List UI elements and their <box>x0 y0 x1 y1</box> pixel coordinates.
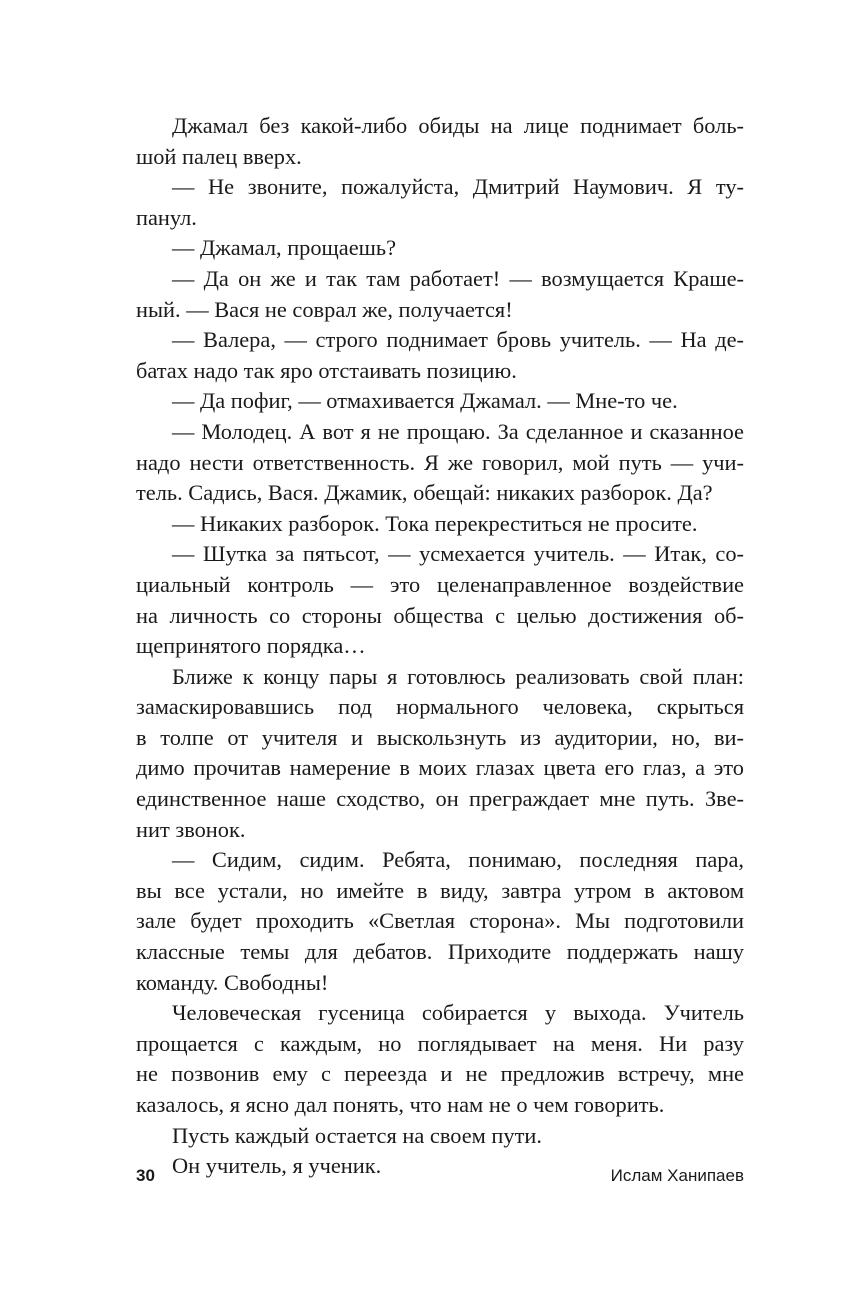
text-line: зале будет проходить «Светлая сторона». Мы подготовили <box>136 908 744 934</box>
text-line: классные темы для дебатов. Приходите поддержать нашу <box>136 939 744 965</box>
text-line: команду. Свободны! <box>136 969 329 995</box>
text-line: казалось, я ясно дал понять, что нам не о чем говорить. <box>136 1092 665 1117</box>
page-footer <box>136 1166 744 1196</box>
text-line: Человеческая гусеница собирается у выхода. Учитель <box>172 1000 744 1026</box>
text-line: — Шутка за пятьсот, — усмехается учитель. — Итак, со- <box>172 541 744 567</box>
text-line: — Да пофиг, — отмахивается Джамал. — Мне-то че. <box>172 388 678 414</box>
text-line: батах надо так яро отстаивать позицию. <box>136 357 517 383</box>
text-line: — Молодец. А вот я не прощаю. За сделанное и сказанное <box>172 418 744 444</box>
running-head-author: Ислам Ханипаев <box>610 1166 744 1185</box>
text-line: в толпе от учителя и выскользнуть из аудитории, но, ви- <box>136 724 744 750</box>
text-line: шой палец вверх. <box>136 143 302 169</box>
text-line: не позвонив ему с переезда и не предложив встречу, мне <box>136 1061 744 1087</box>
text-line: замаскировавшись под нормального человека, скрыться <box>136 694 744 720</box>
text-line: Пусть каждый остается на своем пути. <box>172 1122 542 1148</box>
text-line: прощается с каждым, но поглядывает на меня. Ни разу <box>136 1030 744 1056</box>
text-line: тель. Садись, Вася. Джамик, обещай: никаких разборок. Да? <box>136 480 713 506</box>
text-line: ный. — Вася не соврал же, получается! <box>136 296 513 322</box>
text-line: вы все устали, но имейте в виду, завтра утром в актовом <box>136 877 744 903</box>
text-line: — Сидим, сидим. Ребята, понимаю, последняя пара, <box>172 847 744 873</box>
text-line: — Валера, — строго поднимает бровь учитель. — На де- <box>172 327 744 353</box>
text-line: панул. <box>136 204 197 230</box>
text-line: нит звонок. <box>136 816 246 842</box>
text-line: циальный контроль — это целенаправленное воздействие <box>136 571 744 597</box>
text-line: щепринятого порядка… <box>136 633 366 659</box>
text-line: надо нести ответственность. Я же говорил, мой путь — учи- <box>136 449 744 475</box>
text-line: на личность со стороны общества с целью достижения об- <box>136 602 744 628</box>
text-line: димо прочитав намерение в моих глазах цвета его глаз, а это <box>136 755 744 781</box>
text-line: Ближе к концу пары я готовлюсь реализовать свой план: <box>172 663 744 689</box>
text-line: — Не звоните, пожалуйста, Дмитрий Наумович. Я ту- <box>172 174 744 200</box>
text-line: — Джамал, прощаешь? <box>172 235 397 261</box>
text-line: Джамал без какой-либо обиды на лице поднимает боль- <box>172 113 744 138</box>
text-line: — Никаких разборок. Тока перекреститься не просите. <box>172 510 698 536</box>
text-line: Он учитель, я ученик. <box>172 1153 382 1179</box>
body-text <box>136 111 744 1182</box>
text-line: — Да он же и так там работает! — возмущается Краше- <box>172 265 744 291</box>
page-number: 30 <box>136 1166 155 1185</box>
text-line: единственное наше сходство, он преграждает мне путь. Зве- <box>136 786 744 812</box>
